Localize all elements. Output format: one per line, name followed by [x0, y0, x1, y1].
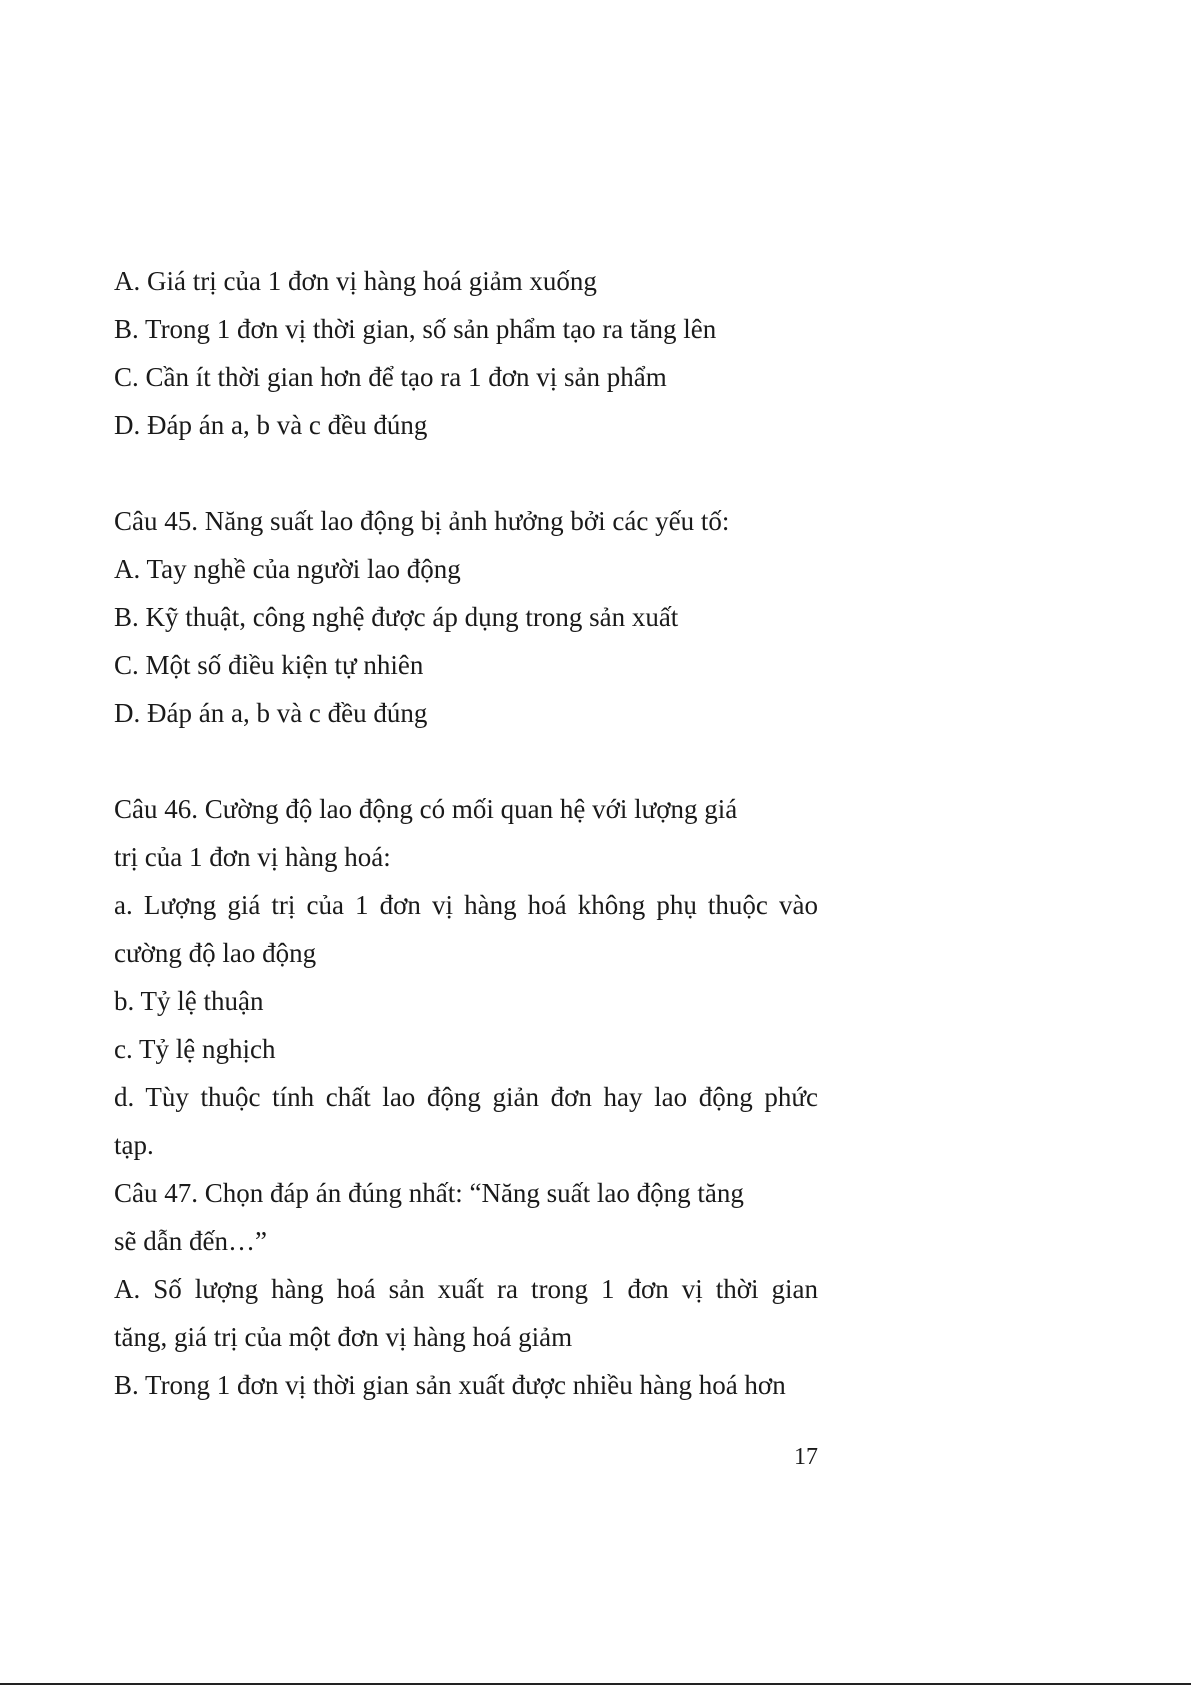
q44-option-d: D. Đáp án a, b và c đều đúng	[114, 410, 428, 440]
q47-option-a-line-2: tăng, giá trị của một đơn vị hàng hoá giảm	[114, 1322, 573, 1352]
q46-option-b: b. Tỷ lệ thuận	[114, 986, 264, 1016]
q47-question-line-2: sẽ dẫn đến…”	[114, 1226, 267, 1256]
spacer	[114, 742, 818, 790]
q44-option-b: B. Trong 1 đơn vị thời gian, số sản phẩm tạo ra tăng lên	[114, 314, 717, 344]
q46-option-a-line-2: cường độ lao động	[114, 938, 317, 968]
q45-option-d: D. Đáp án a, b và c đều đúng	[114, 698, 428, 728]
q45-option-c: C. Một số điều kiện tự nhiên	[114, 650, 424, 680]
document-body	[114, 262, 818, 1414]
q46-option-c: c. Tỷ lệ nghịch	[114, 1034, 276, 1064]
page-number: 17	[794, 1444, 818, 1470]
q45-question: Câu 45. Năng suất lao động bị ảnh hưởng bởi các yếu tố:	[114, 506, 730, 536]
q47-question-line-1: Câu 47. Chọn đáp án đúng nhất: “Năng suất lao động tăng	[114, 1178, 744, 1208]
q47-option-a-line-1: A. Số lượng hàng hoá sản xuất ra trong 1 đơn vị thời gian	[114, 1274, 818, 1304]
spacer	[114, 454, 818, 502]
q44-option-a: A. Giá trị của 1 đơn vị hàng hoá giảm xuống	[114, 266, 597, 296]
q45-option-b: B. Kỹ thuật, công nghệ được áp dụng trong sản xuất	[114, 602, 679, 632]
q44-option-c: C. Cần ít thời gian hơn để tạo ra 1 đơn vị sản phẩm	[114, 362, 667, 392]
q46-option-d-line-1: d. Tùy thuộc tính chất lao động giản đơn hay lao động phức	[114, 1082, 818, 1112]
q46-option-d-line-2: tạp.	[114, 1130, 154, 1160]
q47-option-b: B. Trong 1 đơn vị thời gian sản xuất được nhiều hàng hoá hơn	[114, 1370, 786, 1400]
q46-option-a-line-1: a. Lượng giá trị của 1 đơn vị hàng hoá không phụ thuộc vào	[114, 890, 818, 920]
q46-question-line-2: trị của 1 đơn vị hàng hoá:	[114, 842, 391, 872]
q45-option-a: A. Tay nghề của người lao động	[114, 554, 461, 584]
q46-question-line-1: Câu 46. Cường độ lao động có mối quan hệ với lượng giá	[114, 794, 738, 824]
